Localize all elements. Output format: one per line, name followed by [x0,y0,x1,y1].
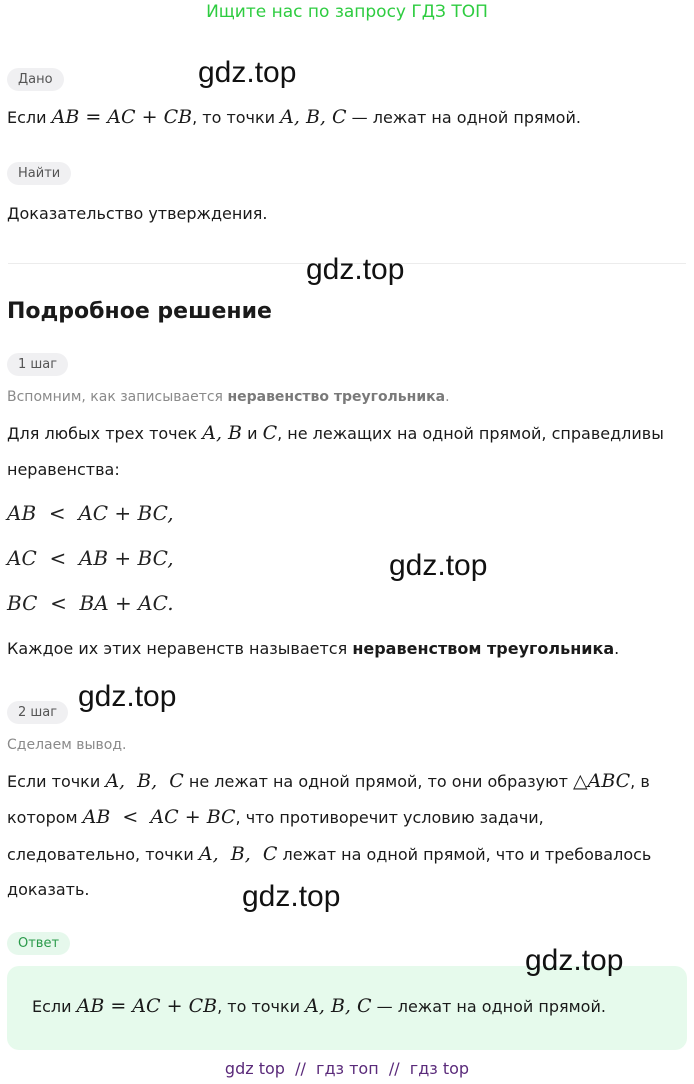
answer-prefix: Если [32,997,77,1016]
step1-hint-prefix: Вспомним, как записывается [7,389,228,405]
step2-line2 [7,806,544,828]
step1-intro-c: C [262,422,278,444]
step2-l2-inequality: AB < AC + BC [82,806,236,828]
step2-l3-b: лежат на одной прямой, что и требовалось [277,845,652,864]
search-banner: Ищите нас по запросу ГДЗ ТОП [206,2,488,22]
step2-line1 [7,770,650,792]
answer-equation: AB = AC + CB [76,995,218,1017]
watermark: gdz.top [306,253,405,286]
step1-intro-and: и [241,424,263,443]
step2-l1-c: , в [630,772,650,791]
step2-label: 2 шаг [7,701,68,724]
step2-chip [7,701,68,724]
step2-l1-a: Если точки [7,772,106,791]
given-equation: AB = AC + CB [51,106,193,128]
footer-links[interactable]: gdz top // гдз топ // гдз top [224,1059,470,1078]
step1-intro-1: Для любых трех точек [7,424,203,443]
step2-l1-b: не лежат на одной прямой, то они образуют [183,772,573,791]
step2-l2-b: , что противоречит условию задачи, [235,808,544,827]
watermark: gdz.top [242,880,341,913]
step1-hint [7,389,450,405]
step1-intro-ab: A, B [202,422,242,444]
answer-points: A, B, C [305,995,372,1017]
step1-intro-2: , не лежащих на одной прямой, справедливы [277,424,664,443]
given-points: A, B, C [280,106,347,128]
step1-conclusion-bold: неравенством треугольника [352,639,615,658]
solution-heading: Подробное решение [7,299,272,324]
given-middle: , то точки [192,108,281,127]
find-chip [7,162,71,185]
step1-intro-line1 [7,422,664,444]
step1-conclusion-prefix: Каждое их этих неравенств называется [7,639,353,658]
step2-line4: доказать. [7,880,90,899]
given-suffix: — лежат на одной прямой. [346,108,581,127]
given-statement [7,106,581,128]
step2-l1-points: A, B, C [105,770,184,792]
inequality-2: AC < AB + BC, [7,546,174,570]
watermark: gdz.top [78,680,177,713]
step1-hint-bold: неравенство треугольника [227,389,446,405]
given-chip [7,68,64,91]
inequality-1: AB < AC + BC, [7,501,174,525]
step1-chip [7,353,68,376]
step2-l2-a: котором [7,808,83,827]
step2-hint: Сделаем вывод. [7,737,127,753]
answer-middle: , то точки [217,997,306,1016]
step1-conclusion [7,639,619,658]
step2-l1-triangle: △ABC [572,770,631,792]
step1-conclusion-suffix: . [614,639,620,658]
given-prefix: Если [7,108,52,127]
step2-l3-a: следовательно, точки [7,845,199,864]
step2-line3 [7,843,651,865]
watermark: gdz.top [389,549,488,582]
step1-hint-suffix: . [445,389,450,405]
given-label: Дано [7,68,64,91]
find-text: Доказательство утверждения. [7,204,268,223]
find-label: Найти [7,162,71,185]
step2-l3-points: A, B, C [198,843,278,865]
step1-intro-line2: неравенства: [7,460,120,479]
watermark: gdz.top [198,56,297,89]
inequality-3: BC < BA + AC. [7,591,174,615]
answer-label: Ответ [7,932,70,955]
watermark: gdz.top [525,944,624,977]
answer-chip [7,932,70,955]
answer-suffix: — лежат на одной прямой. [371,997,606,1016]
step1-label: 1 шаг [7,353,68,376]
answer-statement [32,995,606,1017]
